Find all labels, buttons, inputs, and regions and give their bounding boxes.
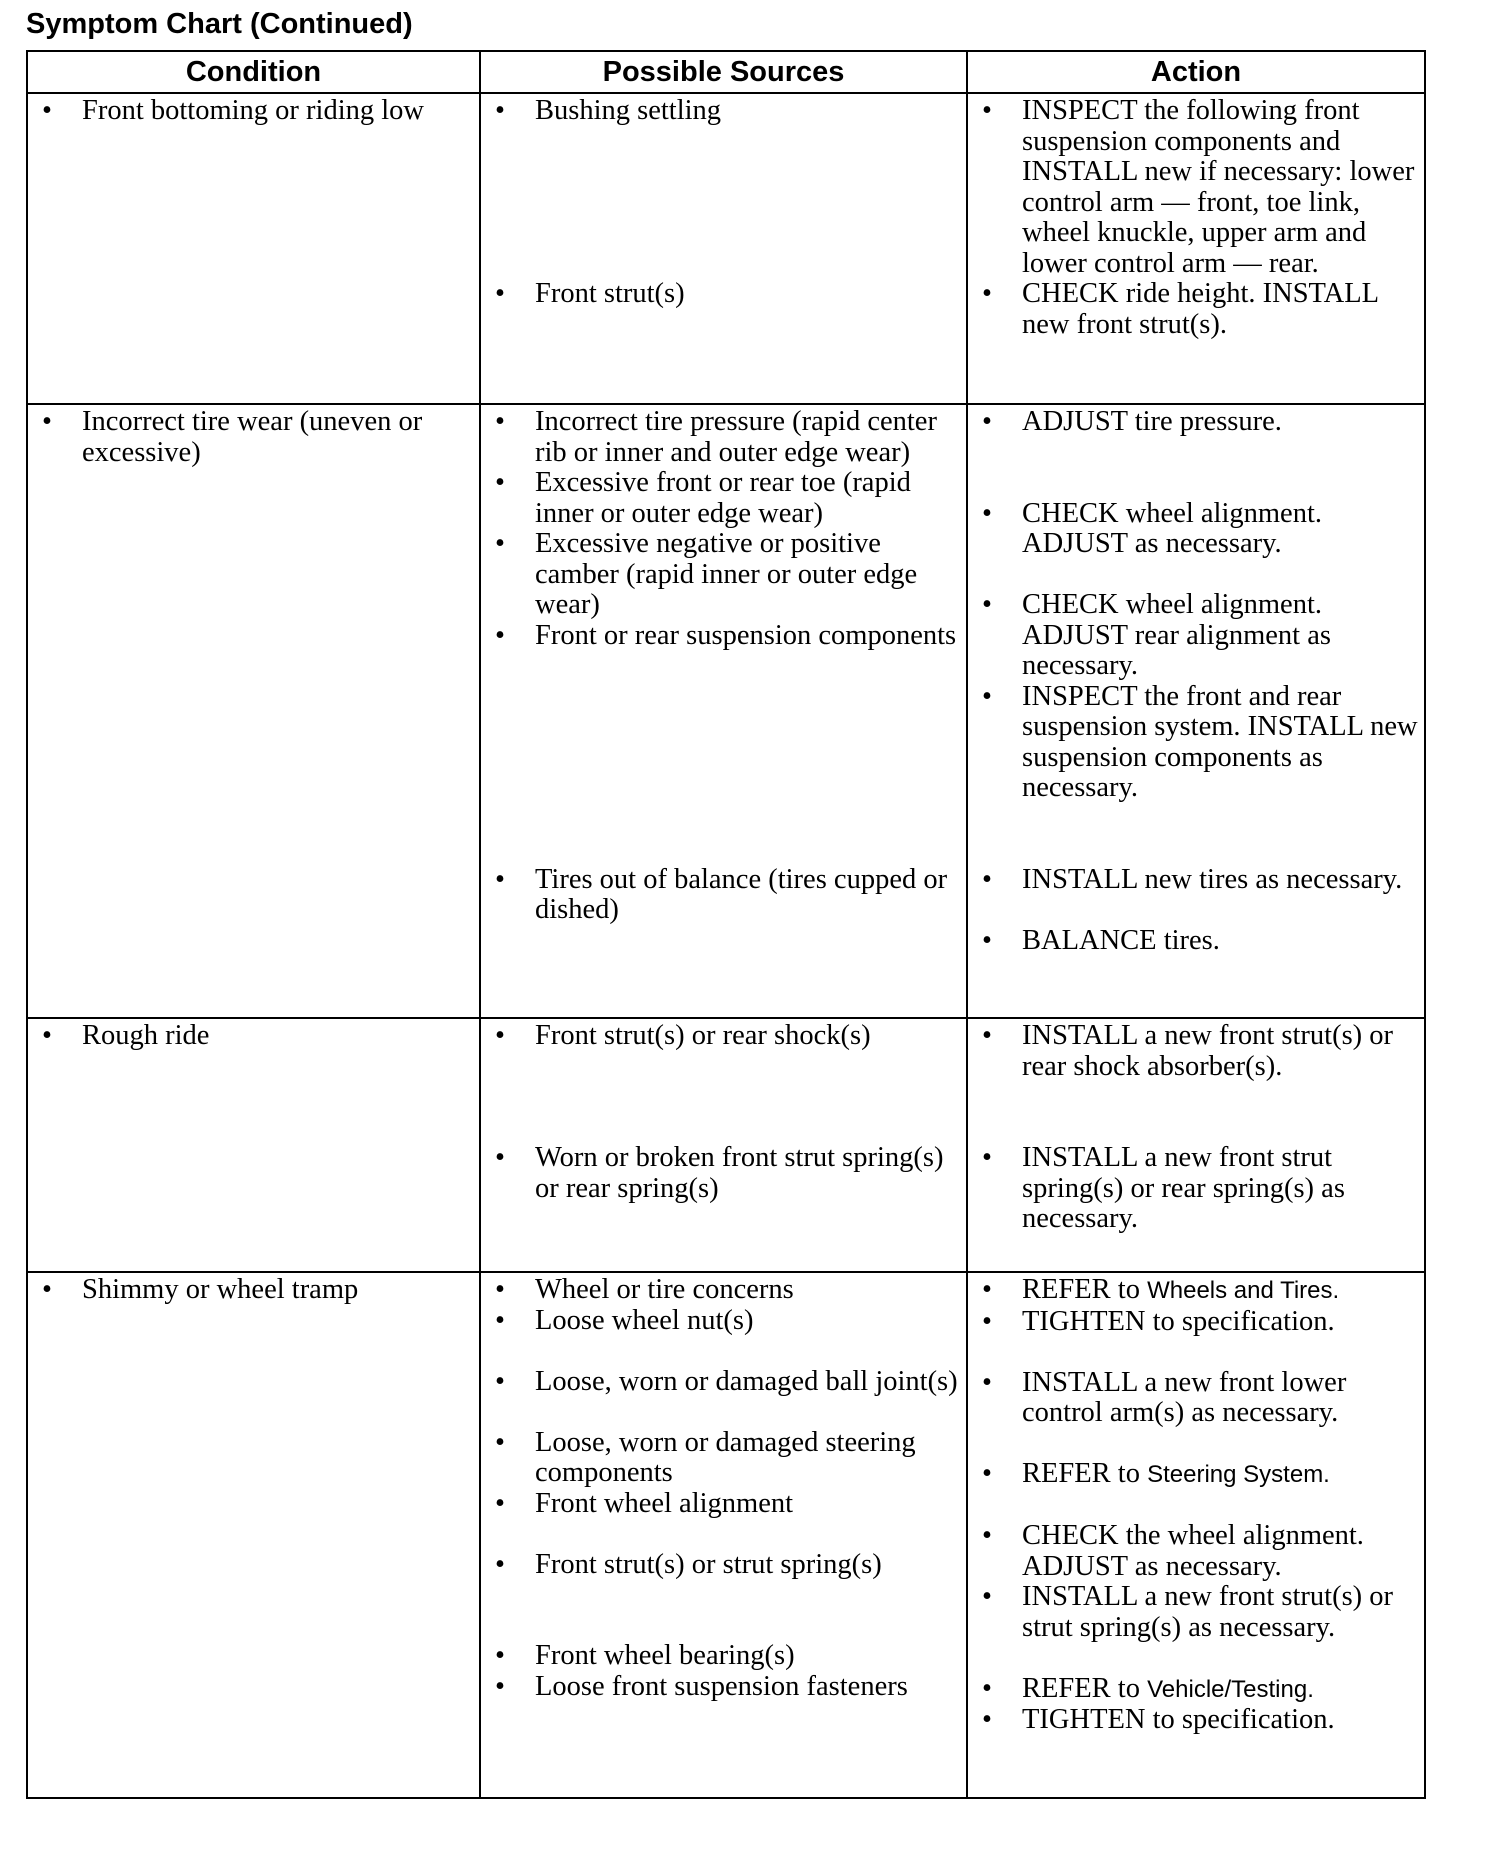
- action-cell: [967, 1018, 1425, 1272]
- action-item: • INSPECT the following front suspension components and INSTALL new if necessary: lower control arm — front, toe link, wheel knuckle, upper arm and lower control arm — rear.: [968, 96, 1424, 279]
- header-row: [27, 51, 1425, 93]
- action-item: • INSPECT the front and rear suspension system. INSTALL new suspension components as necessary.: [968, 682, 1424, 804]
- header-condition: Condition: [27, 51, 480, 93]
- action-item: • TIGHTEN to specification.: [968, 1307, 1424, 1338]
- table-row: [27, 1018, 1425, 1272]
- source-item: • Loose, worn or damaged ball joint(s): [481, 1367, 966, 1398]
- action-item: • TIGHTEN to specification.: [968, 1705, 1424, 1736]
- action-item: • CHECK ride height. INSTALL new front strut(s).: [968, 279, 1424, 340]
- condition-cell: [27, 93, 480, 404]
- action-item: [968, 1275, 1424, 1307]
- condition-item: • Incorrect tire wear (uneven or excessive): [28, 407, 479, 468]
- sources-cell: [480, 1272, 967, 1798]
- source-item: • Excessive negative or positive camber (rapid inner or outer edge wear): [481, 529, 966, 621]
- source-item: • Loose, worn or damaged steering components: [481, 1428, 966, 1489]
- source-item: • Wheel or tire concerns: [481, 1275, 966, 1306]
- reference-vehicle-testing: Vehicle/Testing.: [1147, 1675, 1314, 1703]
- action-item: • INSTALL a new front strut(s) or rear shock absorber(s).: [968, 1021, 1424, 1082]
- table-row: [27, 404, 1425, 1018]
- action-item: • INSTALL new tires as necessary.: [968, 865, 1424, 896]
- header-action: Action: [967, 51, 1425, 93]
- reference-steering-system: Steering System.: [1147, 1461, 1330, 1488]
- chart-title: Symptom Chart (Continued): [26, 8, 413, 40]
- header-possible-sources: Possible Sources: [480, 51, 967, 93]
- action-cell: [967, 93, 1425, 404]
- table-row: [27, 1272, 1425, 1798]
- action-item: • INSTALL a new front lower control arm(s) as necessary.: [968, 1368, 1424, 1429]
- source-item: • Front strut(s): [481, 279, 966, 310]
- action-item: • ADJUST tire pressure.: [968, 407, 1424, 438]
- source-item: • Bushing settling: [481, 96, 966, 127]
- action-item: • INSTALL a new front strut(s) or strut spring(s) as necessary.: [968, 1582, 1424, 1643]
- sources-cell: [480, 404, 967, 1018]
- condition-cell: [27, 1018, 480, 1272]
- condition-item: • Rough ride: [28, 1021, 479, 1052]
- source-item: • Incorrect tire pressure (rapid center rib or inner and outer edge wear): [481, 407, 966, 468]
- condition-item: • Shimmy or wheel tramp: [28, 1275, 479, 1306]
- source-item: • Front wheel bearing(s): [481, 1641, 966, 1672]
- reference-wheels-and-tires: Wheels and Tires.: [1147, 1277, 1340, 1304]
- source-item: • Front strut(s) or rear shock(s): [481, 1021, 966, 1052]
- action-cell: [967, 404, 1425, 1018]
- action-item: • CHECK wheel alignment. ADJUST as necessary.: [968, 499, 1424, 560]
- source-item: • Front wheel alignment: [481, 1489, 966, 1520]
- source-item: • Excessive front or rear toe (rapid inner or outer edge wear): [481, 468, 966, 529]
- table-row: [27, 93, 1425, 404]
- condition-cell: [27, 404, 480, 1018]
- condition-item: • Front bottoming or riding low: [28, 96, 479, 127]
- source-item: • Tires out of balance (tires cupped or dished): [481, 865, 966, 926]
- action-item: • CHECK wheel alignment. ADJUST rear alignment as necessary.: [968, 590, 1424, 682]
- action-text: REFER to: [1022, 1274, 1148, 1305]
- action-item: • INSTALL a new front strut spring(s) or rear spring(s) as necessary.: [968, 1143, 1424, 1235]
- action-item: • BALANCE tires.: [968, 926, 1424, 957]
- source-item: • Worn or broken front strut spring(s) or rear spring(s): [481, 1143, 966, 1204]
- action-text: REFER to: [1022, 1458, 1148, 1489]
- sources-cell: [480, 1018, 967, 1272]
- sources-cell: [480, 93, 967, 404]
- source-item: • Front or rear suspension components: [481, 621, 966, 652]
- condition-cell: [27, 1272, 480, 1798]
- source-item: • Loose front suspension fasteners: [481, 1672, 966, 1703]
- source-item: • Front strut(s) or strut spring(s): [481, 1550, 966, 1581]
- source-item: • Loose wheel nut(s): [481, 1306, 966, 1337]
- action-item: • CHECK the wheel alignment. ADJUST as necessary.: [968, 1521, 1424, 1582]
- action-text: REFER to: [1022, 1672, 1148, 1704]
- symptom-chart-table: [26, 50, 1426, 1799]
- action-item: [968, 1459, 1424, 1491]
- action-item: [968, 1674, 1424, 1706]
- action-cell: [967, 1272, 1425, 1798]
